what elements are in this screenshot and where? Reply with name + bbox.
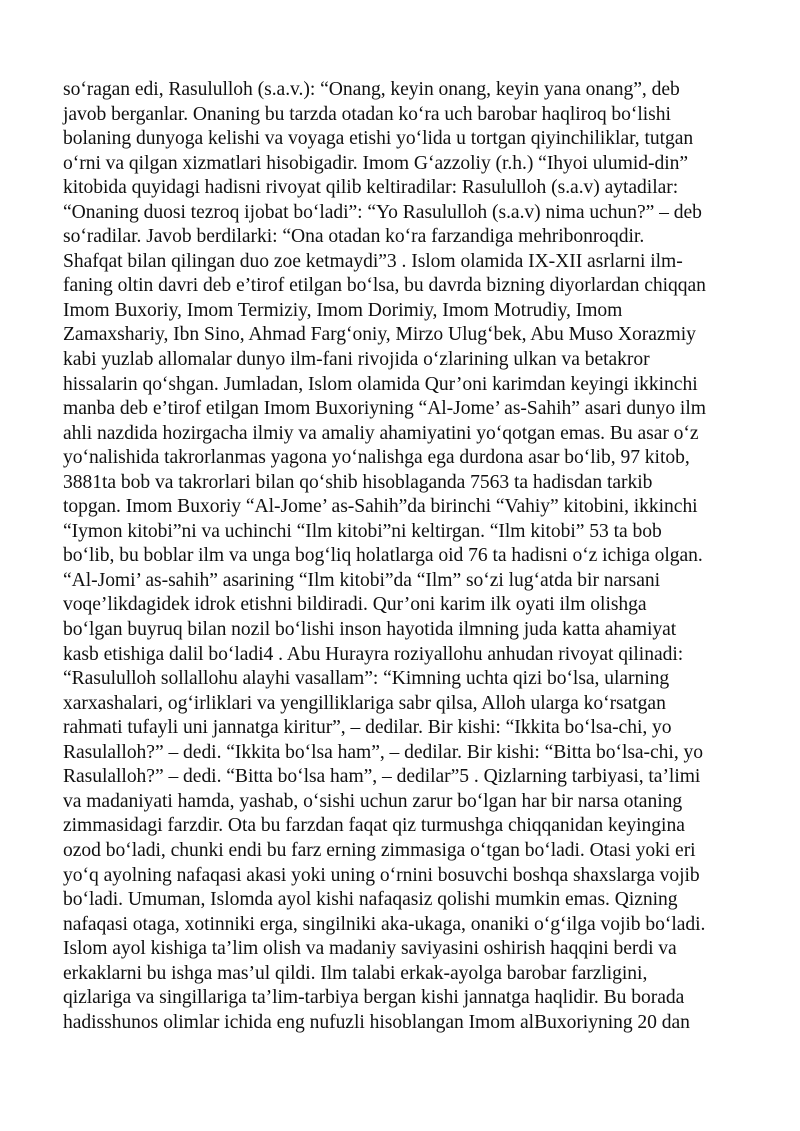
text-line: faning oltin davri deb e’tirof etilgan bo‘lsa, bu davrda bizning diyorlardan chiqqan — [63, 275, 706, 297]
text-line: bo‘lgan buyruq bilan nozil bo‘lishi inson hayotida ilmning juda katta ahamiyat — [63, 619, 677, 641]
text-line: “Onaning duosi tezroq ijobat bo‘ladi”: “Yo Rasululloh (s.a.v) nima uchun?” – deb — [63, 201, 702, 223]
text-line: bolaning dunyoga kelishi va voyaga etishi yo‘lida u tortgan qiyinchiliklar, tutgan — [63, 128, 694, 150]
text-line: yo‘nalishida takrorlanmas yagona yo‘nalishga ega durdona asar bo‘lib, 97 kitob, — [63, 447, 690, 469]
text-line: so‘ragan edi, Rasululloh (s.a.v.): “Onang, keyin onang, keyin yana onang”, deb — [63, 79, 680, 100]
text-line: kabi yuzlab allomalar dunyo ilm-fani rivojida o‘zlarining ulkan va betakror — [63, 349, 650, 371]
text-line: so‘radilar. Javob berdilarki: “Ona otadan ko‘ra farzandiga mehribonroqdir. — [63, 226, 645, 248]
text-line: “Rasululloh sollallohu alayhi vasallam”: “Kimning uchta qizi bo‘lsa, ularning — [63, 668, 670, 690]
text-line: “Al-Jomi’ as-sahih” asarining “Ilm kitobi”da “Ilm” so‘zi lug‘atda bir narsani — [63, 569, 661, 591]
text-line: o‘rni va qilgan xizmatlari hisobigadir. Imom G‘azzoliy (r.h.) “Ihyoi ulumid-din” — [63, 152, 689, 174]
text-line: “Iymon kitobi”ni va uchinchi “Ilm kitobi”ni keltirgan. “Ilm kitobi” 53 ta bob — [63, 520, 662, 542]
text-line: zimmasidagi farzdir. Ota bu farzdan faqat qiz turmushga chiqqanidan keyingina — [63, 815, 685, 837]
body-text — [63, 78, 783, 1035]
text-line: erkaklarni bu ishga mas’ul qildi. Ilm talabi erkak-ayolga barobar farzligini, — [63, 962, 648, 984]
text-line: javob berganlar. Onaning bu tarzda otadan ko‘ra uch barobar haqliroq bo‘lishi — [63, 103, 671, 125]
text-line: qizlariga va singillariga ta’lim-tarbiya bergan kishi jannatga haqlidir. Bu borada — [63, 987, 685, 1009]
text-line: kasb etishiga dalil bo‘ladi4 . Abu Hurayra roziyallohu anhudan rivoyat qilinadi: — [63, 643, 684, 665]
text-line: xarxashalari, og‘irliklari va yengilliklariga sabr qilsa, Alloh ularga ko‘rsatgan — [63, 692, 666, 714]
text-line: ozod bo‘ladi, chunki endi bu farz erning zimmasiga o‘tgan bo‘ladi. Otasi yoki eri — [63, 839, 696, 861]
text-line: voqe’likdagidek idrok etishni bildiradi. Qur’oni karim ilk oyati ilm olishga — [63, 594, 647, 616]
text-line: yo‘q ayolning nafaqasi akasi yoki uning o‘rnini bosuvchi boshqa shaxslarga vojib — [63, 864, 700, 886]
text-line: hadisshunos olimlar ichida eng nufuzli hisoblangan Imom alBuxoriyning 20 dan — [63, 1011, 690, 1033]
text-line: rahmati tufayli uni jannatga kiritur”, – dedilar. Bir kishi: “Ikkita bo‘lsa-chi, yo — [63, 717, 672, 739]
text-line: Rasulalloh?” – dedi. “Ikkita bo‘lsa ham”, – dedilar. Bir kishi: “Bitta bo‘lsa-chi, yo — [63, 741, 704, 763]
text-line: Rasulalloh?” – dedi. “Bitta bo‘lsa ham”, – dedilar”5 . Qizlarning tarbiyasi, ta’limi — [63, 766, 701, 788]
text-line: ahli nazdida hozirgacha ilmiy va amaliy ahamiyatini yo‘qotgan emas. Bu asar o‘z — [63, 422, 699, 444]
text-line: Imom Buxoriy, Imom Termiziy, Imom Dorimiy, Imom Motrudiy, Imom — [63, 299, 623, 321]
text-line: nafaqasi otaga, xotinniki erga, singilniki aka-ukaga, onaniki o‘g‘ilga vojib bo‘ladi. — [63, 913, 706, 935]
text-line: topgan. Imom Buxoriy “Al-Jome’ as-Sahih”da birinchi “Vahiy” kitobini, ikkinchi — [63, 496, 698, 518]
text-line: bo‘lib, bu boblar ilm va unga bog‘liq holatlarga oid 76 ta hadisni o‘z ichiga olgan. — [63, 545, 703, 567]
text-line: va madaniyati hamda, yashab, o‘sishi uchun zarur bo‘lgan har bir narsa otaning — [63, 790, 683, 812]
text-line: manba deb e’tirof etilgan Imom Buxoriyning “Al-Jome’ as-Sahih” asari dunyo ilm — [63, 398, 706, 420]
text-line: kitobida quyidagi hadisni rivoyat qilib keltiradilar: Rasululloh (s.a.v) aytadilar: — [63, 177, 679, 199]
text-line: Shafqat bilan qilingan duo zoe ketmaydi”3 . Islom olamida IX-XII asrlarni ilm- — [63, 250, 683, 272]
text-line: Islom ayol kishiga ta’lim olish va madaniy saviyasini oshirish haqqini berdi va — [63, 938, 677, 960]
text-line: bo‘ladi. Umuman, Islomda ayol kishi nafaqasiz qolishi mumkin emas. Qizning — [63, 889, 678, 911]
text-line: Zamaxshariy, Ibn Sino, Ahmad Farg‘oniy, Mirzo Ulug‘bek, Abu Muso Xorazmiy — [63, 324, 696, 346]
text-line: 3881ta bob va takrorlari bilan qo‘shib hisoblaganda 7563 ta hadisdan tarkib — [63, 471, 653, 493]
text-line: hissalarin qo‘shgan. Jumladan, Islom olamida Qur’oni karimdan keyingi ikkinchi — [63, 373, 698, 395]
